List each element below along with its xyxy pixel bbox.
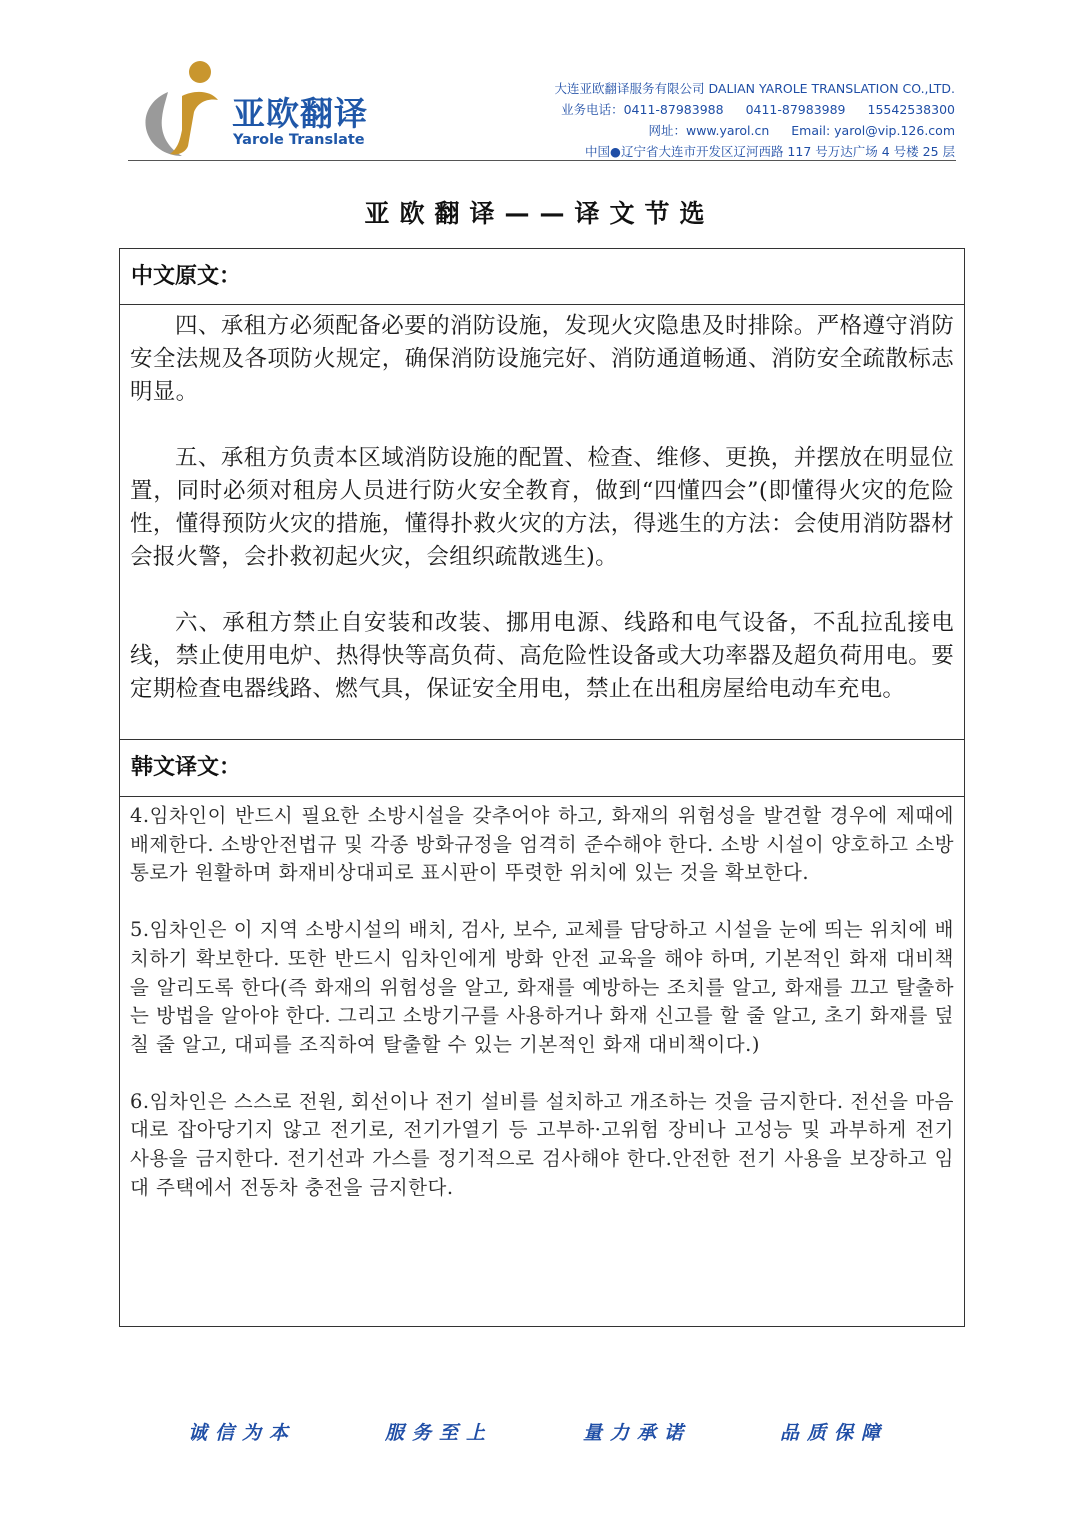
phone-label: 业务电话： bbox=[561, 102, 624, 117]
email-link[interactable]: Email: yarol@vip.126.com bbox=[791, 123, 955, 138]
phone-line bbox=[435, 99, 955, 120]
letterhead bbox=[0, 0, 1079, 170]
phone-number: 0411-87983988 bbox=[623, 102, 724, 117]
phone-number: 0411-87983989 bbox=[745, 102, 846, 117]
company-info bbox=[435, 78, 955, 162]
chinese-paragraph: 六、承租方禁止自安装和改装、挪用电源、线路和电气设备，不乱拉乱接电线，禁止使用电炉、热得快等高负荷、高危险性设备或大功率器及超负荷用电。要定期检查电器线路、燃气具，保证安全用电，禁止在出租房屋给电动车充电。 bbox=[130, 610, 954, 702]
korean-paragraph: 6.임차인은 스스로 전원, 회선이나 전기 설비를 설치하고 개조하는 것을 금지한다. 전선을 마음대로 잡아당기지 않고 전기로, 전기가열기 등 고부하·고위험 장비나 고성능 및 과부하게 전기 사용을 금지한다. 전기선과 가스를 정기적으로 검사해야 한다.안전한 전기 사용을 보장하고 임대 주택에서 전동차 충전을 금지한다. bbox=[130, 1089, 954, 1199]
chinese-paragraph: 四、承租方必须配备必要的消防设施，发现火灾隐患及时排除。严格遵守消防安全法规及各项防火规定，确保消防设施完好、消防通道畅通、消防安全疏散标志明显。 bbox=[130, 313, 954, 405]
chinese-section-heading: 中文原文： bbox=[120, 249, 964, 305]
korean-paragraph: 4.임차인이 반드시 필요한 소방시설을 갖추어야 하고, 화재의 위험성을 발견할 경우에 제때에 배제한다. 소방안전법규 및 각종 방화규정을 엄격히 준수해야 한다. 소방 시설이 양호하고 소방 통로가 원활하며 화재비상대피로 표시판이 뚜렷한 위치에 있는 것을 확보한다. bbox=[130, 804, 954, 885]
phone-number: 15542538300 bbox=[867, 102, 955, 117]
web-line bbox=[435, 120, 955, 141]
logo-mark-icon bbox=[138, 60, 233, 160]
translation-table bbox=[119, 248, 965, 1327]
company-name: 大连亚欧翻译服务有限公司 DALIAN YAROLE TRANSLATION CO.,LTD. bbox=[554, 81, 955, 96]
korean-text-body bbox=[130, 802, 954, 1230]
website-link[interactable]: www.yarol.cn bbox=[685, 123, 770, 138]
header-divider bbox=[128, 160, 956, 161]
footer-slogan: 量力承诺 bbox=[583, 1422, 692, 1444]
footer-slogan: 服务至上 bbox=[385, 1422, 494, 1444]
footer-slogan: 品质保障 bbox=[780, 1422, 889, 1444]
footer-slogan: 诚信为本 bbox=[188, 1422, 297, 1444]
company-logo bbox=[138, 60, 408, 160]
korean-section-heading: 韩文译文： bbox=[120, 739, 964, 797]
korean-paragraph: 5.임차인은 이 지역 소방시설의 배치, 검사, 보수, 교체를 담당하고 시설을 눈에 띄는 위치에 배치하기 확보한다. 또한 반드시 임차인에게 방화 안전 교육을 해야 하며, 기본적인 화재 대비책을 알리도록 한다(즉 화재의 위험성을 알고, 화재를 예방하는 조치를 알고, 화재를 끄고 탈출하는 방법을 알아야 한다. 그리고 소방기구를 사용하거나 화재 신고를 할 줄 알고, 초기 화재를 덮칠 줄 알고, 대피를 조직하여 탈출할 수 있는 기본적인 화재 대비책이다.) bbox=[130, 918, 954, 1056]
chinese-text-body bbox=[130, 310, 954, 706]
web-label: 网址： bbox=[648, 123, 686, 138]
footer-slogans bbox=[0, 1418, 1079, 1448]
logo-chinese-text: 亚欧翻译 bbox=[232, 94, 368, 133]
logo-english-text: Yarole Translate bbox=[233, 132, 365, 148]
page-title: 亚欧翻译——译文节选 bbox=[364, 199, 715, 228]
chinese-paragraph: 五、承租方负责本区域消防设施的配置、检查、维修、更换，并摆放在明显位置，同时必须对租房人员进行防火安全教育，做到“四懂四会”(即懂得火灾的危险性，懂得预防火灾的措施，懂得扑救火灾的方法，得逃生的方法：会使用消防器材会报火警，会扑救初起火灾，会组织疏散逃生)。 bbox=[130, 445, 954, 570]
company-address: 中国●辽宁省大连市开发区辽河西路 117 号万达广场 4 号楼 25 层 bbox=[585, 144, 955, 159]
